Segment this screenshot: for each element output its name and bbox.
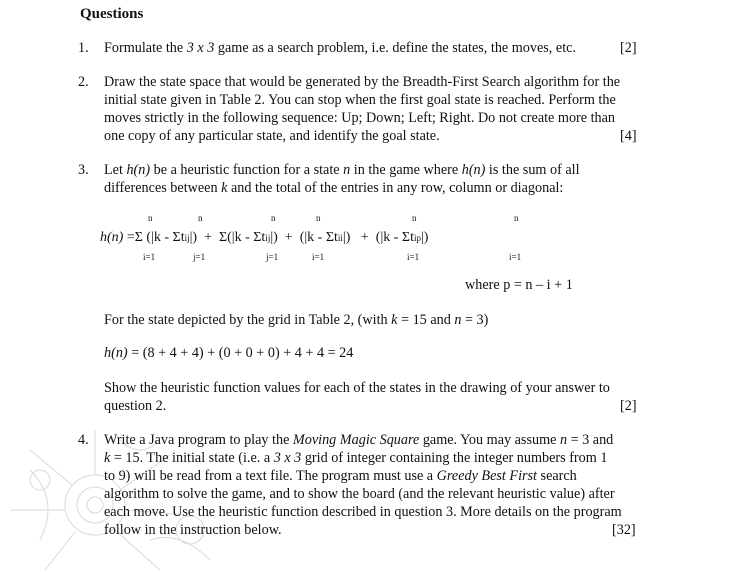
sum-upper-limit: n bbox=[198, 213, 203, 223]
sum-lower-limit: j=1 bbox=[193, 252, 206, 262]
sum-lower-limit: i=1 bbox=[407, 252, 420, 262]
sum-lower-limit: i=1 bbox=[312, 252, 325, 262]
question-marks: [2] bbox=[620, 398, 637, 414]
question-number: 1. bbox=[78, 40, 89, 56]
question-marks: [4] bbox=[620, 128, 637, 144]
state-description: For the state depicted by the grid in Table 2, (with k = 15 and n = 3) bbox=[104, 312, 489, 328]
question-text-line: question 2. bbox=[104, 398, 167, 414]
question-number: 4. bbox=[78, 432, 89, 448]
question-text-line: Let h(n) be a heuristic function for a state n in the game where h(n) is the sum of all bbox=[104, 162, 580, 178]
question-text-line: to 9) will be read from a text file. The program must use a Greedy Best First search bbox=[104, 468, 577, 484]
question-text-line: Write a Java program to play the Moving Magic Square game. You may assume n = 3 and bbox=[104, 432, 614, 448]
sum-lower-limit: j=1 bbox=[266, 252, 279, 262]
sum-lower-limit: i=1 bbox=[509, 252, 522, 262]
sum-upper-limit: n bbox=[148, 213, 153, 223]
question-text-line: Draw the state space that would be generated by the Breadth-First Search algorithm for the bbox=[104, 74, 621, 90]
question-text-line: k = 15. The initial state (i.e. a 3 x 3 grid of integer containing the integer numbers from 1 bbox=[104, 450, 608, 466]
formula-where-clause: where p = n – i + 1 bbox=[465, 277, 573, 293]
sum-upper-limit: n bbox=[271, 213, 276, 223]
page-title: Questions bbox=[80, 6, 144, 22]
question-marks: [32] bbox=[612, 522, 636, 538]
question-marks: [2] bbox=[620, 40, 637, 56]
question-number: 3. bbox=[78, 162, 89, 178]
question-text-line: algorithm to solve the game, and to show the board (and the relevant heuristic value) after bbox=[104, 486, 615, 502]
sum-upper-limit: n bbox=[316, 213, 321, 223]
question-text: Formulate the 3 x 3 game as a search problem, i.e. define the states, the moves, etc. bbox=[104, 40, 576, 56]
sum-upper-limit: n bbox=[412, 213, 417, 223]
question-text-line: differences between k and the total of the entries in any row, column or diagonal: bbox=[104, 180, 564, 196]
question-text-line: follow in the instruction below. bbox=[104, 522, 282, 538]
sum-lower-limit: i=1 bbox=[143, 252, 156, 262]
question-text-line: each move. Use the heuristic function described in question 3. More details on the program bbox=[104, 504, 622, 520]
question-text-line: moves strictly in the following sequence: Up; Down; Left; Right. Do not create more than bbox=[104, 110, 616, 126]
question-text-line: initial state given in Table 2. You can stop when the first goal state is reached. Perform the bbox=[104, 92, 616, 108]
heuristic-calculation: h(n) = (8 + 4 + 4) + (0 + 0 + 0) + 4 + 4 = 24 bbox=[104, 345, 354, 361]
question-text-line: one copy of any particular state, and identify the goal state. bbox=[104, 128, 440, 144]
formula-body: h(n) =Σ (|k - Σtij|) + Σ(|k - Σtij|) + (|k - Σtii|) + (|k - Σtip|) bbox=[100, 230, 429, 245]
sum-upper-limit: n bbox=[514, 213, 519, 223]
question-text-line: Show the heuristic function values for each of the states in the drawing of your answer to bbox=[104, 380, 610, 396]
question-number: 2. bbox=[78, 74, 89, 90]
